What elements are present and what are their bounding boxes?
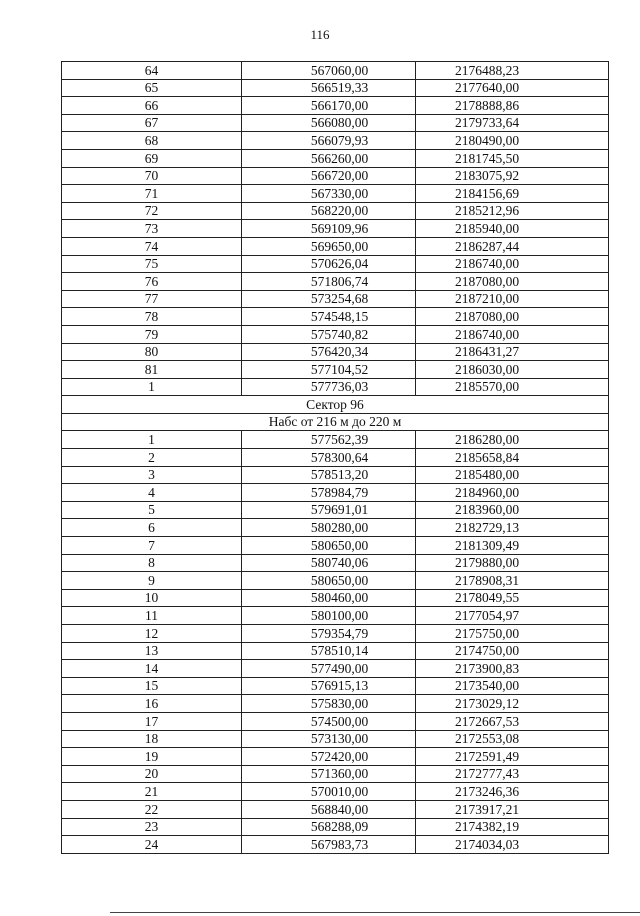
table-row <box>62 149 609 167</box>
point-number-cell: 15 <box>62 677 242 695</box>
point-number-cell: 77 <box>62 290 242 308</box>
point-number-cell: 70 <box>62 167 242 185</box>
table-row <box>62 62 609 80</box>
point-number-cell: 1 <box>62 378 242 396</box>
x-coordinate-cell: 567983,73 <box>242 836 416 854</box>
y-coordinate-cell: 2186030,00 <box>416 361 609 379</box>
x-coordinate-cell: 573130,00 <box>242 730 416 748</box>
x-coordinate-cell: 566080,00 <box>242 114 416 132</box>
x-coordinate-cell: 568840,00 <box>242 800 416 818</box>
x-coordinate-cell: 576915,13 <box>242 677 416 695</box>
y-coordinate-cell: 2184960,00 <box>416 484 609 502</box>
x-coordinate-cell: 575830,00 <box>242 695 416 713</box>
y-coordinate-cell: 2172667,53 <box>416 712 609 730</box>
table-row <box>62 361 609 379</box>
point-number-cell: 16 <box>62 695 242 713</box>
point-number-cell: 81 <box>62 361 242 379</box>
coordinates-table <box>61 61 609 854</box>
x-coordinate-cell: 571360,00 <box>242 765 416 783</box>
table-row <box>62 431 609 449</box>
y-coordinate-cell: 2184156,69 <box>416 185 609 203</box>
x-coordinate-cell: 580650,00 <box>242 537 416 555</box>
y-coordinate-cell: 2178888,86 <box>416 97 609 115</box>
table-row <box>62 642 609 660</box>
block2-body <box>62 431 609 853</box>
point-number-cell: 22 <box>62 800 242 818</box>
y-coordinate-cell: 2177054,97 <box>416 607 609 625</box>
table-row <box>62 677 609 695</box>
point-number-cell: 6 <box>62 519 242 537</box>
y-coordinate-cell: 2181745,50 <box>416 149 609 167</box>
y-coordinate-cell: 2186740,00 <box>416 255 609 273</box>
y-coordinate-cell: 2173900,83 <box>416 660 609 678</box>
x-coordinate-cell: 570626,04 <box>242 255 416 273</box>
table-row <box>62 836 609 854</box>
y-coordinate-cell: 2173917,21 <box>416 800 609 818</box>
x-coordinate-cell: 568220,00 <box>242 202 416 220</box>
y-coordinate-cell: 2178908,31 <box>416 572 609 590</box>
point-number-cell: 10 <box>62 589 242 607</box>
x-coordinate-cell: 579691,01 <box>242 501 416 519</box>
y-coordinate-cell: 2185212,96 <box>416 202 609 220</box>
y-coordinate-cell: 2187080,00 <box>416 308 609 326</box>
table-row <box>62 625 609 643</box>
point-number-cell: 11 <box>62 607 242 625</box>
y-coordinate-cell: 2173540,00 <box>416 677 609 695</box>
x-coordinate-cell: 577104,52 <box>242 361 416 379</box>
point-number-cell: 74 <box>62 237 242 255</box>
y-coordinate-cell: 2175750,00 <box>416 625 609 643</box>
y-coordinate-cell: 2172777,43 <box>416 765 609 783</box>
table-row <box>62 660 609 678</box>
x-coordinate-cell: 569650,00 <box>242 237 416 255</box>
y-coordinate-cell: 2174382,19 <box>416 818 609 836</box>
y-coordinate-cell: 2183075,92 <box>416 167 609 185</box>
point-number-cell: 12 <box>62 625 242 643</box>
table-row <box>62 607 609 625</box>
point-number-cell: 72 <box>62 202 242 220</box>
y-coordinate-cell: 2186280,00 <box>416 431 609 449</box>
point-number-cell: 13 <box>62 642 242 660</box>
y-coordinate-cell: 2174750,00 <box>416 642 609 660</box>
y-coordinate-cell: 2187080,00 <box>416 273 609 291</box>
table-row <box>62 97 609 115</box>
table-row <box>62 308 609 326</box>
point-number-cell: 66 <box>62 97 242 115</box>
table-row <box>62 114 609 132</box>
point-number-cell: 64 <box>62 62 242 80</box>
x-coordinate-cell: 570010,00 <box>242 783 416 801</box>
point-number-cell: 21 <box>62 783 242 801</box>
table-row <box>62 501 609 519</box>
table-row <box>62 537 609 555</box>
y-coordinate-cell: 2174034,03 <box>416 836 609 854</box>
y-coordinate-cell: 2172553,08 <box>416 730 609 748</box>
x-coordinate-cell: 580650,00 <box>242 572 416 590</box>
y-coordinate-cell: 2187210,00 <box>416 290 609 308</box>
y-coordinate-cell: 2183960,00 <box>416 501 609 519</box>
x-coordinate-cell: 580280,00 <box>242 519 416 537</box>
range-title-row <box>62 413 609 431</box>
y-coordinate-cell: 2178049,55 <box>416 589 609 607</box>
y-coordinate-cell: 2173029,12 <box>416 695 609 713</box>
point-number-cell: 19 <box>62 748 242 766</box>
x-coordinate-cell: 575740,82 <box>242 325 416 343</box>
y-coordinate-cell: 2179880,00 <box>416 554 609 572</box>
table-row <box>62 220 609 238</box>
y-coordinate-cell: 2180490,00 <box>416 132 609 150</box>
point-number-cell: 14 <box>62 660 242 678</box>
point-number-cell: 1 <box>62 431 242 449</box>
x-coordinate-cell: 566260,00 <box>242 149 416 167</box>
block1-body <box>62 62 609 396</box>
x-coordinate-cell: 566170,00 <box>242 97 416 115</box>
x-coordinate-cell: 578510,14 <box>242 642 416 660</box>
table-row <box>62 273 609 291</box>
x-coordinate-cell: 580100,00 <box>242 607 416 625</box>
table-row <box>62 167 609 185</box>
point-number-cell: 73 <box>62 220 242 238</box>
table-row <box>62 818 609 836</box>
x-coordinate-cell: 577490,00 <box>242 660 416 678</box>
page-edge-line <box>110 912 640 913</box>
y-coordinate-cell: 2181309,49 <box>416 537 609 555</box>
x-coordinate-cell: 577562,39 <box>242 431 416 449</box>
table-row <box>62 290 609 308</box>
table-row <box>62 572 609 590</box>
point-number-cell: 7 <box>62 537 242 555</box>
point-number-cell: 2 <box>62 449 242 467</box>
table-row <box>62 185 609 203</box>
table-row <box>62 712 609 730</box>
y-coordinate-cell: 2185480,00 <box>416 466 609 484</box>
y-coordinate-cell: 2185658,84 <box>416 449 609 467</box>
x-coordinate-cell: 572420,00 <box>242 748 416 766</box>
x-coordinate-cell: 569109,96 <box>242 220 416 238</box>
y-coordinate-cell: 2186431,27 <box>416 343 609 361</box>
x-coordinate-cell: 573254,68 <box>242 290 416 308</box>
sector-header <box>62 396 609 431</box>
y-coordinate-cell: 2186287,44 <box>416 237 609 255</box>
table-row <box>62 730 609 748</box>
y-coordinate-cell: 2173246,36 <box>416 783 609 801</box>
point-number-cell: 76 <box>62 273 242 291</box>
y-coordinate-cell: 2179733,64 <box>416 114 609 132</box>
table-row <box>62 378 609 396</box>
table-row <box>62 343 609 361</box>
x-coordinate-cell: 574548,15 <box>242 308 416 326</box>
x-coordinate-cell: 567330,00 <box>242 185 416 203</box>
table-row <box>62 589 609 607</box>
x-coordinate-cell: 578300,64 <box>242 449 416 467</box>
x-coordinate-cell: 578984,79 <box>242 484 416 502</box>
x-coordinate-cell: 568288,09 <box>242 818 416 836</box>
table-row <box>62 449 609 467</box>
point-number-cell: 75 <box>62 255 242 273</box>
point-number-cell: 8 <box>62 554 242 572</box>
x-coordinate-cell: 580460,00 <box>242 589 416 607</box>
point-number-cell: 3 <box>62 466 242 484</box>
x-coordinate-cell: 574500,00 <box>242 712 416 730</box>
x-coordinate-cell: 571806,74 <box>242 273 416 291</box>
y-coordinate-cell: 2185570,00 <box>416 378 609 396</box>
table-row <box>62 519 609 537</box>
x-coordinate-cell: 579354,79 <box>242 625 416 643</box>
point-number-cell: 65 <box>62 79 242 97</box>
table-row <box>62 237 609 255</box>
table-row <box>62 255 609 273</box>
point-number-cell: 71 <box>62 185 242 203</box>
point-number-cell: 18 <box>62 730 242 748</box>
point-number-cell: 5 <box>62 501 242 519</box>
table-row <box>62 325 609 343</box>
point-number-cell: 80 <box>62 343 242 361</box>
point-number-cell: 17 <box>62 712 242 730</box>
table-row <box>62 202 609 220</box>
point-number-cell: 24 <box>62 836 242 854</box>
table-row <box>62 800 609 818</box>
table-row <box>62 79 609 97</box>
y-coordinate-cell: 2177640,00 <box>416 79 609 97</box>
table-row <box>62 695 609 713</box>
table-row <box>62 466 609 484</box>
point-number-cell: 68 <box>62 132 242 150</box>
y-coordinate-cell: 2176488,23 <box>416 62 609 80</box>
point-number-cell: 78 <box>62 308 242 326</box>
point-number-cell: 69 <box>62 149 242 167</box>
x-coordinate-cell: 566720,00 <box>242 167 416 185</box>
y-coordinate-cell: 2186740,00 <box>416 325 609 343</box>
x-coordinate-cell: 566519,33 <box>242 79 416 97</box>
point-number-cell: 4 <box>62 484 242 502</box>
point-number-cell: 20 <box>62 765 242 783</box>
sector-title-row <box>62 396 609 414</box>
point-number-cell: 67 <box>62 114 242 132</box>
y-coordinate-cell: 2182729,13 <box>416 519 609 537</box>
x-coordinate-cell: 566079,93 <box>242 132 416 150</box>
table-row <box>62 765 609 783</box>
point-number-cell: 9 <box>62 572 242 590</box>
y-coordinate-cell: 2172591,49 <box>416 748 609 766</box>
table-row <box>62 783 609 801</box>
x-coordinate-cell: 567060,00 <box>242 62 416 80</box>
x-coordinate-cell: 577736,03 <box>242 378 416 396</box>
page-number: 116 <box>310 27 330 42</box>
sector-title: Сектор 96 <box>62 396 609 414</box>
x-coordinate-cell: 580740,06 <box>242 554 416 572</box>
point-number-cell: 79 <box>62 325 242 343</box>
y-coordinate-cell: 2185940,00 <box>416 220 609 238</box>
range-title: Набс от 216 м до 220 м <box>62 413 609 431</box>
table-row <box>62 132 609 150</box>
table-row <box>62 748 609 766</box>
table-row <box>62 554 609 572</box>
x-coordinate-cell: 576420,34 <box>242 343 416 361</box>
x-coordinate-cell: 578513,20 <box>242 466 416 484</box>
table-row <box>62 484 609 502</box>
point-number-cell: 23 <box>62 818 242 836</box>
